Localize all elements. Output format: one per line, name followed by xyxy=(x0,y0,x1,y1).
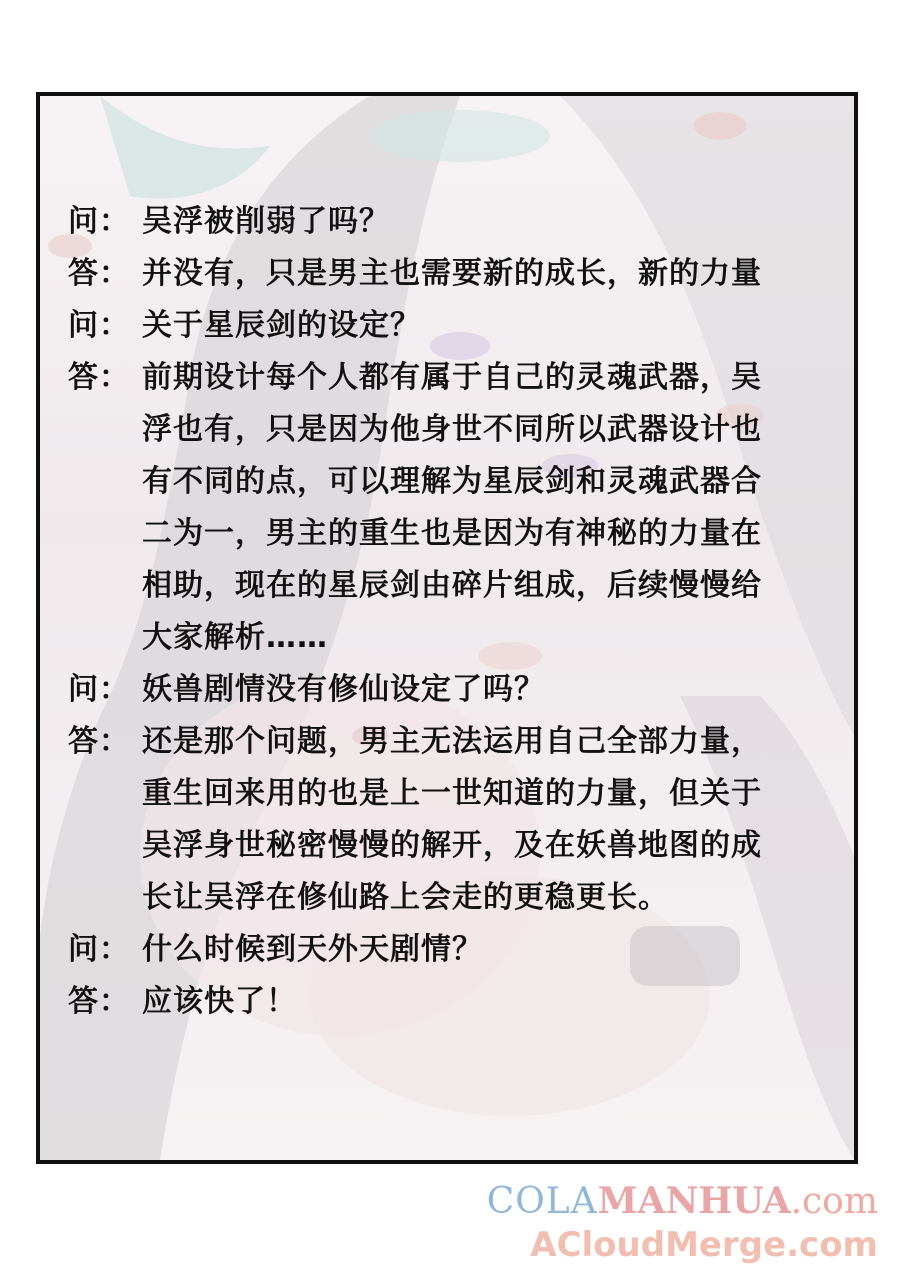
question-prefix: 问： xyxy=(68,308,130,343)
question-prefix: 问： xyxy=(68,204,130,239)
answer-prefix: 答： xyxy=(68,360,130,395)
watermark xyxy=(458,1180,878,1265)
watermark-dotcom: .com xyxy=(790,1181,878,1222)
qa-line xyxy=(68,716,838,924)
qa-line xyxy=(68,300,838,352)
question-text: 妖兽剧情没有修仙设定了吗？ xyxy=(142,672,545,707)
answer-text: 还是那个问题，男主无法运用自己全部力量， 重生回来用的也是上一世知道的力量，但关于 吴浮身世秘密慢慢的解开，及在妖兽地图的成 长让吴浮在修仙路上会走的更稳更长。 xyxy=(142,724,762,915)
question-prefix: 问： xyxy=(68,672,130,707)
answer-text: 并没有，只是男主也需要新的成长，新的力量 xyxy=(142,256,762,291)
qa-line xyxy=(68,352,838,664)
answer-prefix: 答： xyxy=(68,984,130,1019)
qa-line xyxy=(68,196,838,248)
answer-prefix: 答： xyxy=(68,256,130,291)
watermark-cola: COLA xyxy=(486,1181,598,1222)
watermark-line-2: ACloudMerge.com xyxy=(530,1225,878,1265)
answer-text: 前期设计每个人都有属于自己的灵魂武器，吴 浮也有，只是因为他身世不同所以武器设计也 有不同的点，可以理解为星辰剑和灵魂武器合 二为一，男主的重生也是因为有神秘的力量在 相助，现在的星辰剑由碎片组成，后续慢慢给 大家解析…… xyxy=(142,360,762,655)
qa-line xyxy=(68,924,838,976)
qa-line xyxy=(68,248,838,300)
question-prefix: 问： xyxy=(68,932,130,967)
question-text: 关于星辰剑的设定？ xyxy=(142,308,421,343)
qa-line xyxy=(68,976,838,1028)
watermark-manhua: MANHUA xyxy=(597,1180,791,1222)
answer-text: 应该快了！ xyxy=(142,984,297,1019)
question-text: 吴浮被削弱了吗？ xyxy=(142,204,390,239)
question-text: 什么时候到天外天剧情？ xyxy=(142,932,483,967)
qa-text-block xyxy=(68,196,838,1028)
qa-line xyxy=(68,664,838,716)
comic-panel xyxy=(36,92,858,1164)
answer-prefix: 答： xyxy=(68,724,130,759)
watermark-line-1 xyxy=(458,1180,878,1223)
